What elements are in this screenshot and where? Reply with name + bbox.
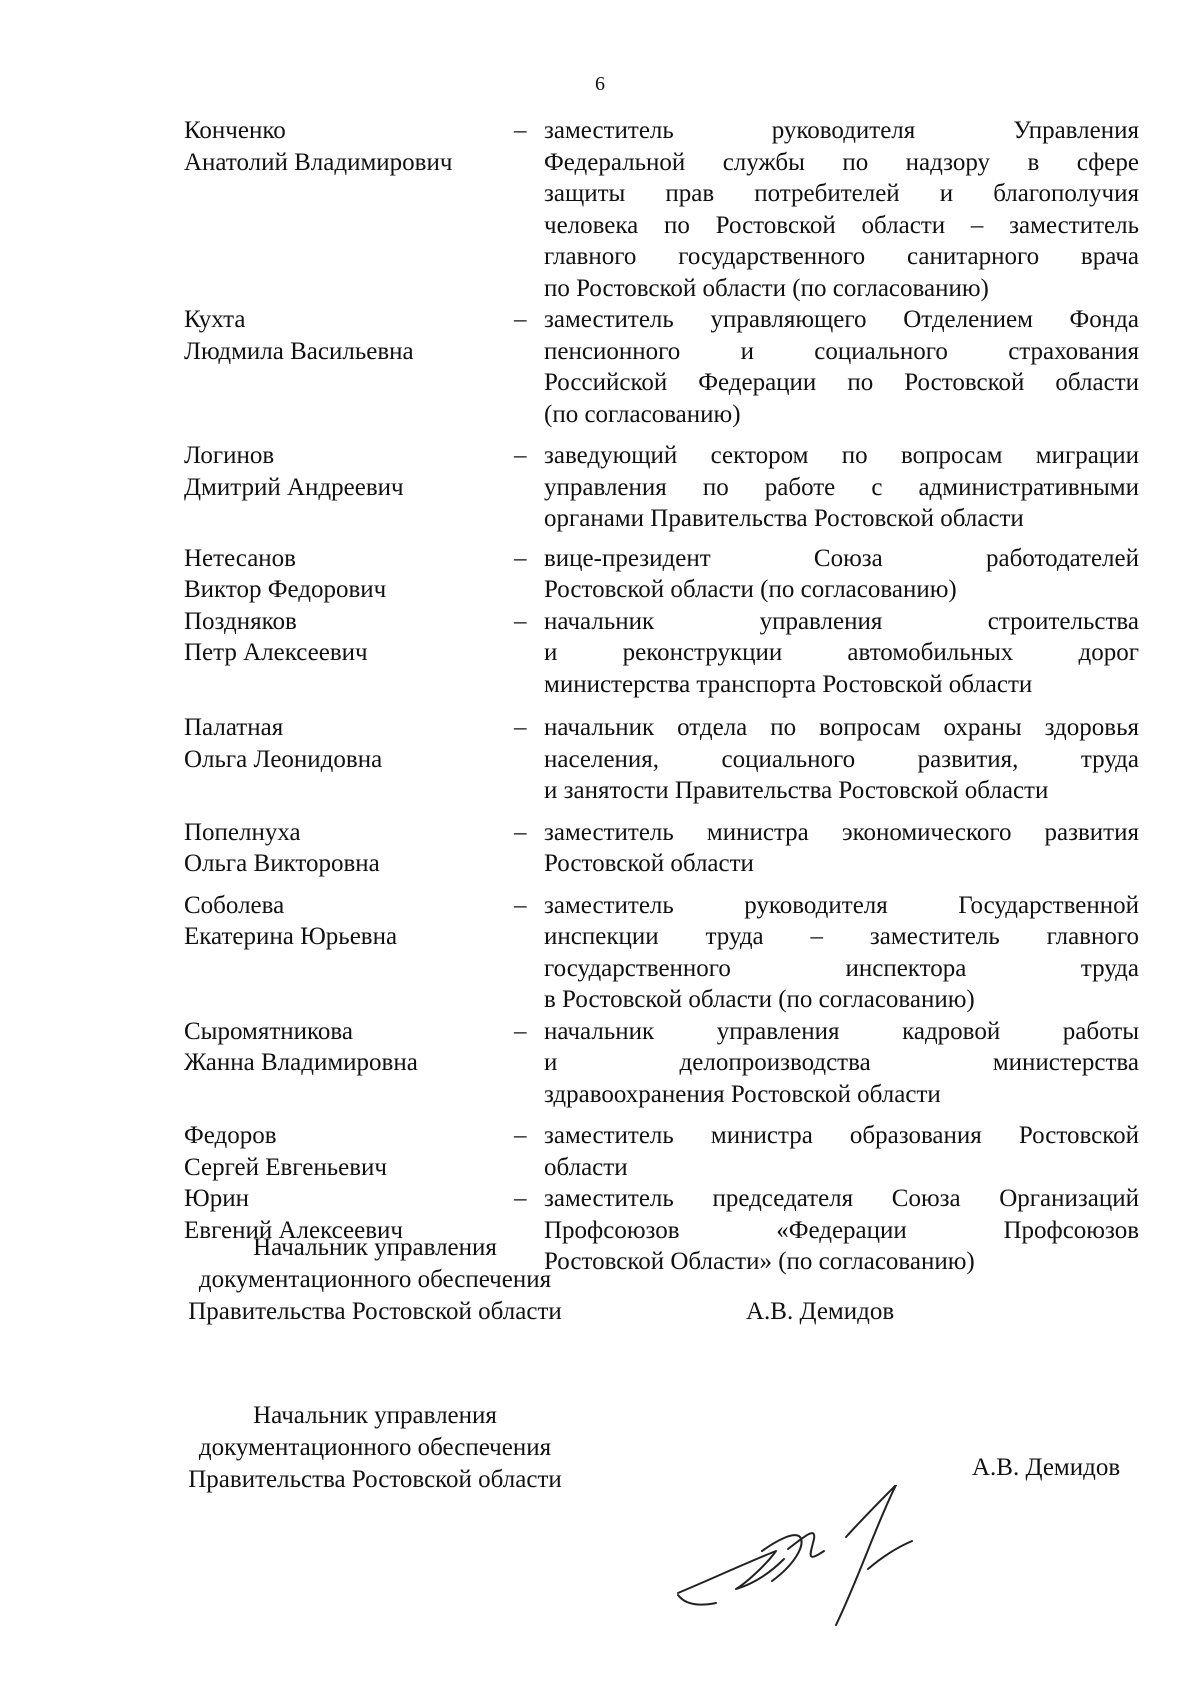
member-name — [184, 712, 514, 807]
member-position — [544, 1016, 1139, 1111]
member-position-line: заместитель руководителя Государственной — [544, 891, 1139, 919]
member-list — [184, 115, 1139, 1278]
member-given-name: Сергей Евгеньевич — [184, 1153, 387, 1181]
member-surname: Палатная — [184, 714, 284, 741]
member-position-line: заместитель председателя Союза Организаций — [544, 1185, 1139, 1212]
member-position-line: заместитель руководителя Управления — [544, 117, 1139, 144]
member-position-line: Ростовской Области» (по согласованию) — [544, 1248, 975, 1275]
member-position-line: пенсионного и социального страхования — [544, 337, 1139, 365]
member-surname: Нетесанов — [184, 544, 296, 572]
member-surname: Поздняков — [184, 607, 297, 635]
member-given-name: Людмила Васильевна — [184, 337, 414, 365]
member-name — [184, 304, 514, 430]
member-position-line: министерства транспорта Ростовской области — [544, 670, 1033, 698]
signature-block-1-title — [155, 1232, 595, 1328]
member-position-line: инспекции труда – заместитель главного — [544, 923, 1139, 950]
member-position-line: Федеральной службы по надзору в сфере — [544, 148, 1139, 176]
member-name — [184, 817, 514, 880]
member-row — [184, 712, 1139, 807]
member-given-name: Анатолий Владимирович — [184, 148, 453, 176]
member-name — [184, 890, 514, 1016]
member-row — [184, 1120, 1139, 1183]
member-position — [544, 115, 1139, 304]
member-dash: – — [514, 1122, 527, 1149]
member-given-name: Ольга Викторовна — [184, 850, 380, 877]
member-position-line: начальник управления кадровой работы — [544, 1017, 1139, 1045]
member-position-line: Профсоюзов «Федерации Профсоюзов — [544, 1216, 1139, 1244]
signature-block-2-name: А.В. Демидов — [972, 1454, 1121, 1481]
member-position-line: Российской Федерации по Ростовской области — [544, 369, 1139, 396]
member-given-name: Жанна Владимировна — [184, 1049, 418, 1076]
member-position-line: главного государственного санитарного врача — [544, 243, 1139, 270]
member-position-line: и делопроизводства министерства — [544, 1049, 1139, 1076]
member-dash: – — [514, 306, 527, 333]
signature-title-line: Начальник управления — [253, 1234, 497, 1261]
member-surname: Соболева — [184, 891, 285, 919]
member-position — [544, 890, 1139, 1016]
member-dash: – — [514, 607, 527, 635]
member-surname: Логинов — [184, 442, 275, 469]
member-position — [544, 1183, 1139, 1278]
member-position-line: человека по Ростовской области – заместитель — [544, 211, 1139, 239]
member-position-line: начальник управления строительства — [544, 607, 1139, 635]
member-position — [544, 817, 1139, 880]
member-position — [544, 1120, 1139, 1183]
member-position-line: Ростовской области — [544, 850, 754, 877]
member-name — [184, 440, 514, 535]
member-name — [184, 1120, 514, 1183]
member-row — [184, 440, 1139, 535]
member-surname: Сыромятникова — [184, 1017, 353, 1045]
member-position-line: (по согласованию) — [544, 400, 741, 428]
signature-title-line: Правительства Ростовской области — [188, 1466, 562, 1493]
member-dash: – — [514, 117, 527, 144]
member-dash: – — [514, 714, 527, 741]
member-row — [184, 890, 1139, 1016]
member-given-name: Екатерина Юрьевна — [184, 923, 398, 950]
member-position-line: здравоохранения Ростовской области — [544, 1080, 941, 1108]
handwritten-signature-icon — [676, 1485, 956, 1645]
signature-block-1-name: А.В. Демидов — [746, 1298, 895, 1325]
member-surname: Попелнуха — [184, 818, 301, 846]
member-position-line: государственного инспектора труда — [544, 954, 1139, 982]
member-dash: – — [514, 1017, 527, 1045]
member-row — [184, 606, 1139, 701]
member-position-line: населения, социального развития, труда — [544, 745, 1139, 773]
member-position-line: Ростовской области (по согласованию) — [544, 576, 957, 603]
member-position-line: начальник отдела по вопросам охраны здоровья — [544, 714, 1139, 741]
member-position-line: по Ростовской области (по согласованию) — [544, 274, 989, 302]
member-name — [184, 1016, 514, 1111]
member-position — [544, 543, 1139, 606]
page-number: 6 — [595, 73, 605, 95]
signature-title-line: Правительства Ростовской области — [188, 1298, 562, 1325]
member-position — [544, 606, 1139, 701]
member-row — [184, 817, 1139, 880]
member-position — [544, 304, 1139, 430]
member-position-line: и занятости Правительства Ростовской области — [544, 777, 1049, 804]
member-surname: Федоров — [184, 1122, 277, 1149]
member-position-line: заведующий сектором по вопросам миграции — [544, 442, 1139, 469]
signature-title-line: документационного обеспечения — [198, 1434, 552, 1461]
member-name — [184, 606, 514, 701]
member-name — [184, 543, 514, 606]
signature-block-2-title — [155, 1400, 595, 1496]
member-given-name: Ольга Леонидовна — [184, 745, 383, 773]
member-dash: – — [514, 891, 527, 919]
member-position-line: защиты прав потребителей и благополучия — [544, 180, 1139, 207]
signature-title-line: документационного обеспечения — [198, 1266, 552, 1293]
member-position-line: и реконструкции автомобильных дорог — [544, 639, 1139, 666]
member-position-line: заместитель министра экономического развития — [544, 818, 1139, 846]
member-position-line: заместитель управляющего Отделением Фонда — [544, 306, 1139, 333]
member-position-line: вице-президент Союза работодателей — [544, 544, 1139, 572]
member-given-name: Виктор Федорович — [184, 576, 387, 603]
member-surname: Кухта — [184, 306, 246, 333]
member-dash: – — [514, 1185, 527, 1212]
member-given-name: Дмитрий Андреевич — [184, 473, 404, 501]
member-position — [544, 712, 1139, 807]
member-position-line: области — [544, 1153, 628, 1181]
signature-title-line: Начальник управления — [253, 1402, 497, 1429]
member-given-name: Евгений Алексеевич — [184, 1216, 403, 1244]
member-given-name: Петр Алексеевич — [184, 639, 368, 666]
member-surname: Юрин — [184, 1185, 249, 1212]
member-position-line: в Ростовской области (по согласованию) — [544, 986, 975, 1013]
member-dash: – — [514, 442, 527, 469]
member-position-line: управления по работе с административными — [544, 473, 1139, 501]
member-row — [184, 115, 1139, 304]
member-surname: Конченко — [184, 117, 286, 144]
member-dash: – — [514, 544, 527, 572]
member-position-line: органами Правительства Ростовской области — [544, 505, 1024, 532]
member-dash: – — [514, 818, 527, 846]
member-row — [184, 1016, 1139, 1111]
member-row — [184, 304, 1139, 430]
member-position-line: заместитель министра образования Ростовской — [544, 1122, 1139, 1149]
member-position — [544, 440, 1139, 535]
member-name — [184, 115, 514, 304]
member-row — [184, 543, 1139, 606]
